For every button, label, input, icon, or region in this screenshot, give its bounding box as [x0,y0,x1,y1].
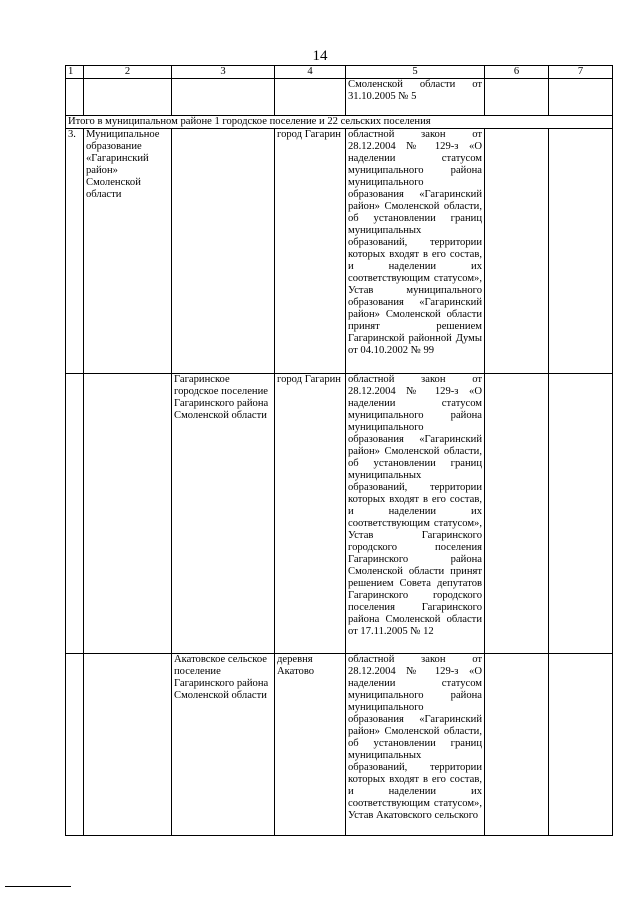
row-number-cell [66,654,84,836]
column-number-header-row [66,66,613,79]
column-header: 7 [549,66,613,79]
municipal-district-cell [84,374,172,654]
table-row [66,79,613,116]
settlement-cell: Гагаринское городское поселение Гагаринского района Смоленской области [172,374,275,654]
admin-center-cell: город Гагарин [275,374,346,654]
settlement-cell: Акатовское сельское поселение Гагаринского района Смоленской области [172,654,275,836]
column-header: 1 [66,66,84,79]
column-7-cell [549,79,613,116]
legal-basis-cell: областной закон от 28.12.2004 № 129-з «О наделении статусом муниципального района муниципального образования «Гагаринский район» Смоленской области, об установлении границ муниципальных образований, территории которых входят в его состав, и наделении их соответствующим статусом», Устав муниципального образования «Гагаринский район» Смоленской области принят решением Гагаринской районной Думы от 04.10.2002 № 99 [346,129,485,374]
column-6-cell [485,654,549,836]
summary-text: Итого в муниципальном районе 1 городское поселение и 22 сельских поселения [66,116,613,129]
table-row [66,374,613,654]
row-number-cell [66,79,84,116]
settlement-cell [172,129,275,374]
column-6-cell [485,79,549,116]
municipal-district-cell [84,79,172,116]
column-7-cell [549,654,613,836]
column-7-cell [549,129,613,374]
admin-center-cell [275,79,346,116]
settlement-cell [172,79,275,116]
column-header: 5 [346,66,485,79]
legal-basis-cell: Смоленской области от 31.10.2005 № 5 [346,79,485,116]
admin-center-cell: деревня Акатово [275,654,346,836]
row-number-cell: 3. [66,129,84,374]
footnote-separator-line [5,886,71,887]
column-header: 6 [485,66,549,79]
column-header: 2 [84,66,172,79]
table-row [66,654,613,836]
column-header: 4 [275,66,346,79]
legal-basis-cell: областной закон от 28.12.2004 № 129-з «О наделении статусом муниципального района муниципального образования «Гагаринский район» Смоленской области, об установлении границ муниципальных образований, территории которых входят в его состав, и наделении их соответствующим статусом», Устав Акатовского сельского [346,654,485,836]
municipal-district-cell [84,654,172,836]
column-6-cell [485,374,549,654]
municipal-district-cell: Муниципальное образование «Гагаринский район» Смоленской области [84,129,172,374]
column-6-cell [485,129,549,374]
column-header: 3 [172,66,275,79]
row-number-cell [66,374,84,654]
admin-center-cell: город Гагарин [275,129,346,374]
column-7-cell [549,374,613,654]
municipal-registry-table [65,65,613,836]
legal-basis-cell: областной закон от 28.12.2004 № 129-з «О наделении статусом муниципального района муниципального образования «Гагаринский район» Смоленской области, об установлении границ муниципальных образований, территории которых входят в его состав, и наделении их соответствующим статусом», Устав Гагаринского городского поселения Гагаринского района Смоленской области принят решением Совета депутатов Гагаринского городского поселения Гагаринского района Смоленской области от 17.11.2005 № 12 [346,374,485,654]
table-row [66,129,613,374]
page-number: 14 [312,48,328,64]
summary-row [66,116,613,129]
